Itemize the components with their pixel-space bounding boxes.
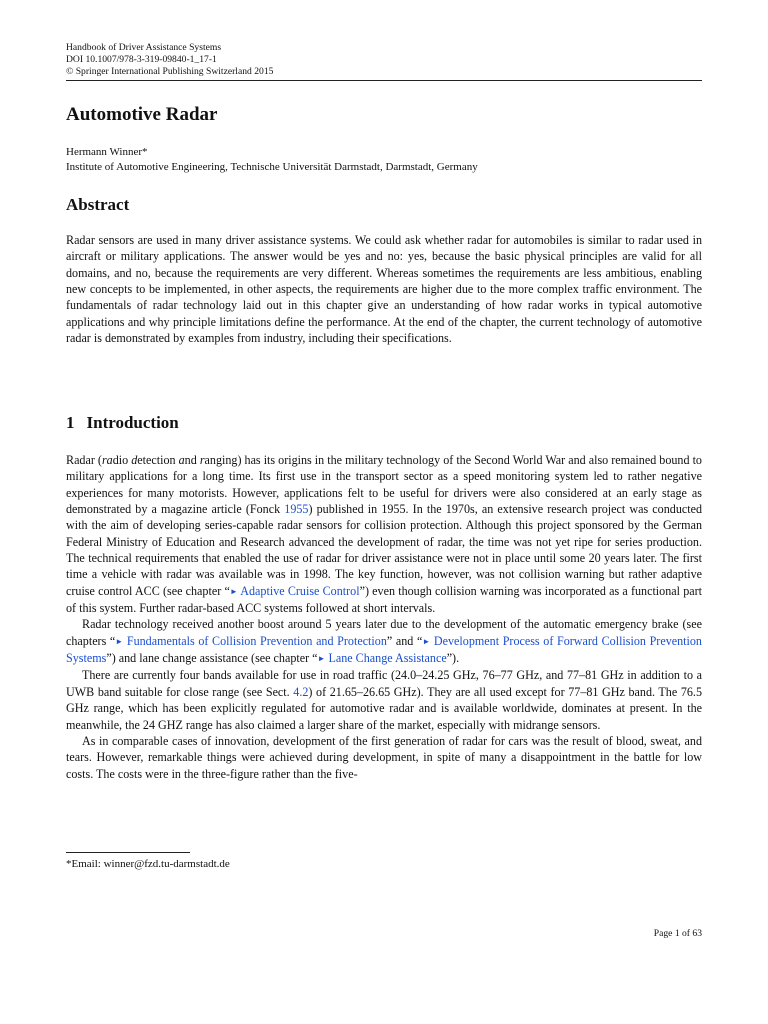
footnote-email: *Email: winner@fzd.tu-darmstadt.de	[66, 858, 230, 870]
header-doi: DOI 10.1007/978-3-319-09840-1_17-1	[66, 54, 217, 65]
page-number: Page 1 of 63	[653, 928, 702, 939]
header-book-title: Handbook of Driver Assistance Systems	[66, 42, 222, 53]
section-number: 1	[66, 413, 75, 432]
link-arrow-icon: ►	[115, 636, 124, 646]
text: Radar technology received another boost around 5 years later due to the development of the automatic emergency brake (see chapters “	[66, 617, 702, 648]
italic-r: r	[199, 453, 205, 467]
link-arrow-icon: ►	[317, 654, 326, 664]
text: ”).	[446, 651, 460, 666]
chapter-link-adaptive-cruise-control[interactable]: Adaptive Cruise Control	[240, 583, 360, 598]
text: nd	[184, 453, 200, 467]
author-name: Hermann Winner*	[66, 146, 148, 158]
chapter-link-lane-change-assistance[interactable]: Lane Change Assistance	[328, 651, 447, 666]
chapter-link-collision-prevention-fundamentals[interactable]: Fundamentals of Collision Prevention and Protection	[126, 633, 387, 648]
text: anging) has its origins in the military technology of the Second World War and also remained bound to military applications for a long time. Its first use in the transport sector as a speed monitoring system led to rather negative experiences for many motorists. However, applications felt to be useful for drivers were also considered at an early stage as demonstrated by a magazine article (Fonck	[66, 453, 702, 517]
chapter-title: Automotive Radar	[66, 104, 218, 125]
paragraph-1	[66, 452, 702, 616]
author-affiliation: Institute of Automotive Engineering, Technische Universität Darmstadt, Darmstadt, Germany	[66, 161, 478, 173]
running-header	[66, 42, 273, 78]
section-heading-introduction	[66, 413, 179, 433]
header-copyright	[66, 66, 273, 78]
text: ) of 21.65–26.65 GHz). They are all used except for 77–81 GHz band. The 76.5 GHz range, which has been explicitly regulated for automotive radar and is available worldwide, dominates at present. In the meanwhile, the 24 GHZ range has also claimed a larger share of the market, especially with midrange sensors.	[66, 684, 702, 732]
section-title: Introduction	[86, 413, 179, 432]
abstract-text: Radar sensors are used in many driver assistance systems. We could ask whether radar for automobiles is similar to radar used in aircraft or military applications. The answer would be yes and no: yes, because the basic physical principles are valid for all domains, and no, because the requirements are very different. Whereas sometimes the requirements are less ambitious, enabling new concepts to be implemented, in other aspects, the requirements are higher due to the more complex traffic environment. The fundamentals of radar technology laid out in this chapter give an understanding of how radar works in typical automotive applications and why principle limitations define the performance. At the end of the chapter, the current technology of automotive radar is demonstrated by examples from industry, including their specifications.	[66, 233, 702, 346]
text: ”) and lane change assistance (see chapter “	[106, 651, 318, 666]
chapter-link-forward-collision-prevention[interactable]: Development Process of Forward Collision Prevention Systems	[66, 633, 702, 666]
text: etection	[137, 453, 179, 467]
paragraph-2	[66, 616, 702, 667]
italic-d: d	[131, 453, 138, 467]
text: ” and “	[386, 633, 423, 648]
text: Radar (	[66, 453, 102, 467]
abstract-heading: Abstract	[66, 195, 130, 214]
link-arrow-icon: ►	[229, 586, 238, 596]
copyright-symbol: ©	[66, 66, 74, 77]
italic-a: a	[178, 453, 185, 467]
text: ) published in 1955. In the 1970s, an extensive research project was conducted with the aim of developing series-capable radar sensors for collision protection. Although this project sponsored by the German Federal Ministry of Education and Research advanced the development of radar, the time was not yet ripe for series production. The technical requirements that enabled the use of radar for driver assistance were not in place until some 20 years later. The first time a vehicle with radar was available was in 1998. The key function, however, was not collision warning but rather adaptive cruise control ACC (see chapter “	[66, 502, 703, 598]
text: ”) even though collision warning was incorporated as a functional part of this system. Further radar-based ACC systems followed at short intervals.	[66, 583, 702, 616]
section-link-4-2[interactable]: 4.2	[293, 684, 309, 699]
text: As in comparable cases of innovation, development of the first generation of radar for cars was the result of blood, sweat, and tears. However, remarkable things were achieved during development, in spite of many a disappointment in the battle for low costs. The costs were in the three-figure rather than the five-	[66, 733, 702, 781]
italic-ra: ra	[101, 453, 113, 467]
paragraph-4	[66, 733, 702, 782]
header-publisher: Springer International Publishing Switzerland 2015	[75, 66, 274, 77]
citation-fonck-1955[interactable]: 1955	[284, 502, 309, 517]
paragraph-3	[66, 667, 702, 732]
text: There are currently four bands available for use in road traffic (24.0–24.25 GHz, 76–77 GHz, and 77–81 GHz in addition to a UWB band suitable for close range (see Sect.	[66, 668, 702, 699]
header-rule	[66, 80, 702, 81]
author-block	[66, 145, 478, 175]
footnote-rule	[66, 852, 190, 853]
introduction-body	[66, 452, 702, 782]
text: dio	[112, 453, 132, 467]
link-arrow-icon: ►	[422, 636, 431, 646]
